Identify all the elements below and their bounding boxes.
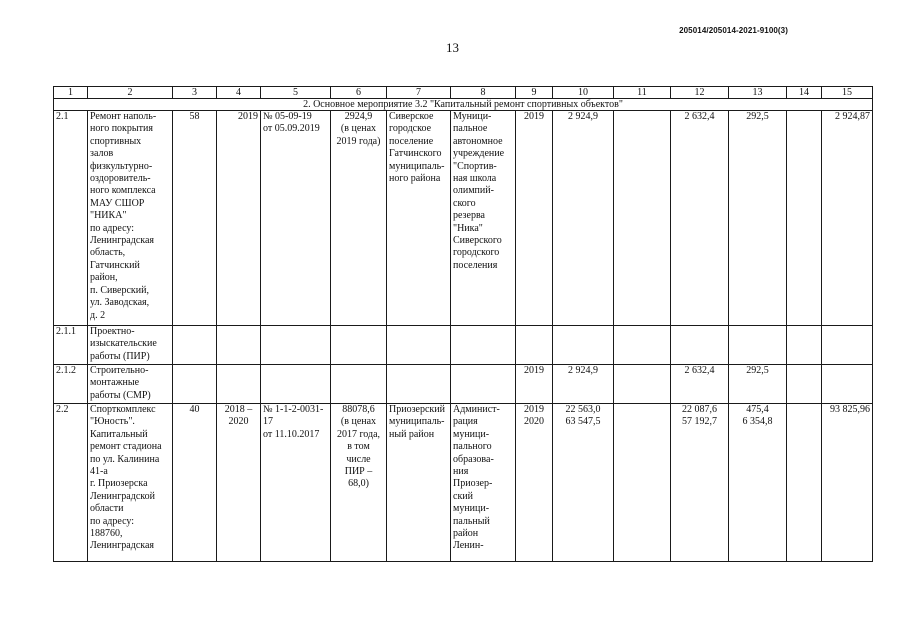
cell-col-9: 2019 (516, 365, 553, 404)
cell-col-9: 2019 2020 (516, 404, 553, 562)
cell-col-8 (451, 326, 516, 365)
cell-col-8: Муници- пальное автономное учреждение "Спортив- ная школа олимпий- ского резерва "Ника" Сиверского городского поселения (451, 111, 516, 326)
table-row (54, 111, 873, 326)
section-title: 2. Основное мероприятие 3.2 "Капитальный ремонт спортивных объектов" (54, 99, 873, 111)
object-name: Спорткомплекс "Юность". Капитальный ремонт стадиона по ул. Калинина 41-а г. Приозерска Ленинградской области по адресу: 188760, Ленинградская (88, 404, 173, 562)
cell-col-7: Сиверское городское поселение Гатчинского муниципаль- ного района (387, 111, 451, 326)
column-header: 6 (331, 87, 387, 99)
cell-col-3: 58 (173, 111, 217, 326)
cell-col-7: Приозерский муниципаль- ный район (387, 404, 451, 562)
cell-col-5: № 1-1-2-0031- 17 от 11.10.2017 (261, 404, 331, 562)
cell-col-13: 292,5 (729, 111, 787, 326)
column-header: 8 (451, 87, 516, 99)
document-id: 205014/205014-2021-9100(3) (679, 26, 788, 35)
cell-col-10: 22 563,0 63 547,5 (553, 404, 614, 562)
column-header: 12 (671, 87, 729, 99)
row-number: 2.1.2 (54, 365, 88, 404)
cell-col-6: 88078,6 (в ценах 2017 года, в том числе ПИР – 68,0) (331, 404, 387, 562)
column-header: 3 (173, 87, 217, 99)
cell-col-7 (387, 365, 451, 404)
cell-col-14 (787, 111, 822, 326)
column-header: 2 (88, 87, 173, 99)
object-name: Ремонт наполь- ного покрытия спортивных залов физкультурно- оздоровитель- ного комплекса МАУ СШОР "НИКА" по адресу: Ленинградская область, Гатчинский район, п. Сиверский, ул. Заводская, д. 2 (88, 111, 173, 326)
row-number: 2.1 (54, 111, 88, 326)
column-header: 5 (261, 87, 331, 99)
column-header: 9 (516, 87, 553, 99)
cell-col-6: 2924,9 (в ценах 2019 года) (331, 111, 387, 326)
cell-col-10 (553, 326, 614, 365)
cell-col-13 (729, 326, 787, 365)
cell-col-5 (261, 326, 331, 365)
cell-col-3 (173, 326, 217, 365)
cell-col-15: 93 825,96 (822, 404, 873, 562)
cell-col-14 (787, 365, 822, 404)
column-header: 15 (822, 87, 873, 99)
cell-col-14 (787, 404, 822, 562)
cell-col-6 (331, 326, 387, 365)
cell-col-14 (787, 326, 822, 365)
cell-col-12: 2 632,4 (671, 365, 729, 404)
cell-col-5: № 05-09-19 от 05.09.2019 (261, 111, 331, 326)
table-row (54, 326, 873, 365)
cell-col-6 (331, 365, 387, 404)
cell-col-11 (614, 365, 671, 404)
cell-col-3: 40 (173, 404, 217, 562)
cell-col-4: 2019 (217, 111, 261, 326)
cell-col-8: Админист- рация муници- пального образова- ния Приозер- ский муници- пальный район Ленин- (451, 404, 516, 562)
table-row (54, 365, 873, 404)
cell-col-4 (217, 365, 261, 404)
object-name: Строительно- монтажные работы (СМР) (88, 365, 173, 404)
column-header: 14 (787, 87, 822, 99)
cell-col-13: 475,4 6 354,8 (729, 404, 787, 562)
cell-col-11 (614, 404, 671, 562)
cell-col-8 (451, 365, 516, 404)
cell-col-10: 2 924,9 (553, 111, 614, 326)
cell-col-12: 2 632,4 (671, 111, 729, 326)
cell-col-12 (671, 326, 729, 365)
table-row (54, 404, 873, 562)
cell-col-15 (822, 326, 873, 365)
column-header: 4 (217, 87, 261, 99)
cell-col-13: 292,5 (729, 365, 787, 404)
cell-col-15: 2 924,87 (822, 111, 873, 326)
cell-col-4 (217, 326, 261, 365)
cell-col-15 (822, 365, 873, 404)
column-header: 1 (54, 87, 88, 99)
column-header: 7 (387, 87, 451, 99)
cell-col-7 (387, 326, 451, 365)
cell-col-4: 2018 – 2020 (217, 404, 261, 562)
section-row (54, 99, 873, 111)
cell-col-3 (173, 365, 217, 404)
column-header: 13 (729, 87, 787, 99)
cell-col-11 (614, 111, 671, 326)
cell-col-5 (261, 365, 331, 404)
cell-col-9 (516, 326, 553, 365)
program-table (53, 86, 873, 562)
object-name: Проектно- изыскательские работы (ПИР) (88, 326, 173, 365)
cell-col-10: 2 924,9 (553, 365, 614, 404)
cell-col-9: 2019 (516, 111, 553, 326)
column-header: 10 (553, 87, 614, 99)
column-header: 11 (614, 87, 671, 99)
row-number: 2.1.1 (54, 326, 88, 365)
cell-col-11 (614, 326, 671, 365)
page-number: 13 (446, 40, 459, 55)
column-number-row (54, 87, 873, 99)
cell-col-12: 22 087,6 57 192,7 (671, 404, 729, 562)
row-number: 2.2 (54, 404, 88, 562)
